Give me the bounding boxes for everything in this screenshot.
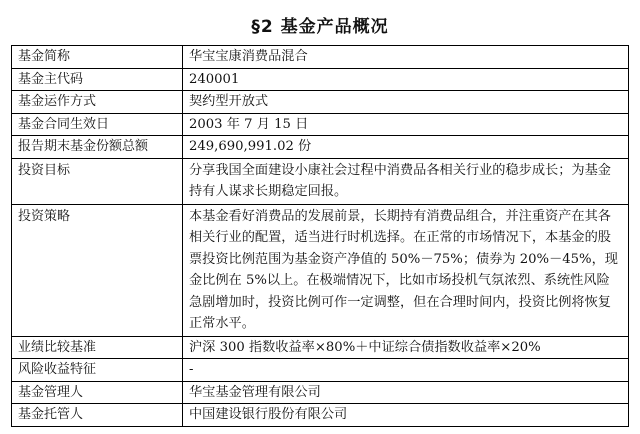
row-label: 投资目标	[12, 158, 183, 204]
row-value: 240001	[183, 68, 629, 91]
row-label: 基金运作方式	[12, 91, 183, 114]
row-value: 华宝基金管理有限公司	[183, 381, 629, 404]
table-row	[12, 158, 629, 204]
section-title: §2 基金产品概况	[251, 17, 389, 37]
row-value: 华宝宝康消费品混合	[183, 46, 629, 69]
table-row	[12, 204, 629, 336]
row-label: 业绩比较基准	[12, 336, 183, 359]
row-value: 249,690,991.02 份	[183, 136, 629, 159]
row-label: 基金托管人	[12, 404, 183, 427]
row-label: 报告期末基金份额总额	[12, 136, 183, 159]
fund-overview-table	[11, 45, 629, 427]
row-value: -	[183, 359, 629, 382]
row-label: 基金管理人	[12, 381, 183, 404]
row-label: 投资策略	[12, 204, 183, 336]
table-row	[12, 336, 629, 359]
row-value: 沪深 300 指数收益率×80%＋中证综合债指数收益率×20%	[183, 336, 629, 359]
row-label: 风险收益特征	[12, 359, 183, 382]
row-value: 契约型开放式	[183, 91, 629, 114]
table-row	[12, 46, 629, 69]
table-row	[12, 381, 629, 404]
row-label: 基金主代码	[12, 68, 183, 91]
table-row	[12, 136, 629, 159]
row-value: 本基金看好消费品的发展前景，长期持有消费品组合，并注重资产在其各相关行业的配置，适当进行时机选择。在正常的市场情况下，本基金的股票投资比例范围为基金资产净值的 50%－75%；债券为 20%－45%，现金比例在 5%以上。在极端情况下，比如市场投机气氛浓烈、系统性风险急剧增加时，投资比例可作一定调整，但在合理时间内，投资比例将恢复正常水平。	[183, 204, 629, 336]
table-row	[12, 404, 629, 427]
table-row	[12, 113, 629, 136]
row-value: 分享我国全面建设小康社会过程中消费品各相关行业的稳步成长；为基金持有人谋求长期稳定回报。	[183, 158, 629, 204]
row-value: 中国建设银行股份有限公司	[183, 404, 629, 427]
row-label: 基金合同生效日	[12, 113, 183, 136]
table-row	[12, 91, 629, 114]
table-row	[12, 68, 629, 91]
row-value: 2003 年 7 月 15 日	[183, 113, 629, 136]
row-label: 基金简称	[12, 46, 183, 69]
table-row	[12, 359, 629, 382]
